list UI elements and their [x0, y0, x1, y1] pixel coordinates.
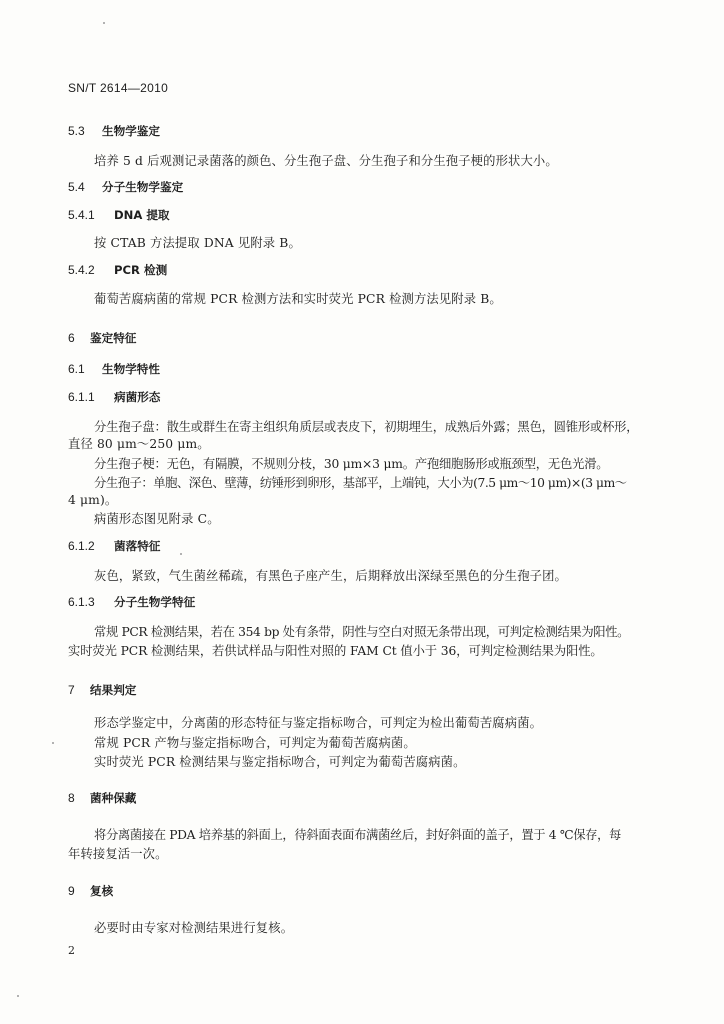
section-title: 菌落特征: [114, 539, 161, 553]
scan-speck: [180, 553, 182, 555]
section-number: 9: [68, 884, 75, 898]
section-title: 分子生物学特征: [114, 595, 196, 609]
section-6-1-3-heading: [68, 594, 195, 610]
section-number: 7: [68, 683, 75, 697]
paragraph: 实时荧光 PCR 检测结果，若供试样品与阳性对照的 FAM Ct 值小于 36，可判定检测结果为阳性。: [68, 644, 603, 658]
section-number: 6.1.3: [68, 595, 95, 609]
section-5-4-heading: [68, 179, 183, 195]
section-6-heading: [68, 330, 136, 346]
paragraph: 培养 5 d 后观测记录菌落的颜色、分生孢子盘、分生孢子和分生孢子梗的形状大小。: [94, 154, 558, 168]
section-title: 病菌形态: [114, 390, 161, 404]
section-title: 分子生物学鉴定: [102, 180, 184, 194]
section-title: 生物学鉴定: [102, 124, 160, 138]
paragraph-continuation: 年转接复活一次。: [68, 847, 168, 861]
section-6-1-1-heading: [68, 389, 160, 405]
section-number: 6.1.2: [68, 539, 95, 553]
scan-speck: [52, 742, 54, 744]
paragraph: 实时荧光 PCR 检测结果与鉴定指标吻合，可判定为葡萄苦腐病菌。: [94, 755, 466, 769]
section-title: 结果判定: [90, 683, 137, 697]
paragraph-continuation: 4 μm)。: [68, 493, 118, 507]
section-6-1-heading: [68, 361, 160, 377]
paragraph: 必要时由专家对检测结果进行复核。: [94, 921, 294, 935]
paragraph: 按 CTAB 方法提取 DNA 见附录 B。: [94, 236, 301, 250]
scan-speck: [17, 995, 19, 997]
standard-number: SN/T 2614—2010: [68, 81, 169, 95]
section-number: 5.4: [68, 180, 85, 194]
section-5-4-2-heading: [68, 262, 167, 278]
section-number: 6.1: [68, 362, 85, 376]
section-number: 5.4.2: [68, 263, 95, 277]
paragraph: 灰色，紧致，气生菌丝稀疏，有黑色子座产生，后期释放出深绿至黑色的分生孢子团。: [94, 569, 567, 583]
paragraph: 形态学鉴定中，分离菌的形态特征与鉴定指标吻合，可判定为检出葡萄苦腐病菌。: [94, 716, 543, 730]
section-title: DNA 提取: [114, 208, 170, 222]
paragraph: 分生孢子盘：散生或群生在寄主组织角质层或表皮下，初期埋生，成熟后外露；黑色，圆锥形或杯形，: [94, 420, 639, 434]
section-8-heading: [68, 790, 136, 806]
section-number: 8: [68, 791, 75, 805]
section-number: 5.3: [68, 124, 85, 138]
section-title: 鉴定特征: [90, 331, 137, 345]
paragraph: 将分离菌接在 PDA 培养基的斜面上，待斜面表面布满菌丝后，封好斜面的盖子，置于 4 ℃保存，每: [94, 828, 622, 842]
paragraph: 病菌形态图见附录 C。: [94, 512, 220, 526]
page-number: 2: [68, 944, 75, 957]
section-6-1-2-heading: [68, 538, 160, 554]
section-number: 6.1.1: [68, 390, 95, 404]
paragraph-continuation: 直径 80 μm～250 μm。: [68, 437, 210, 451]
section-title: 菌种保藏: [90, 791, 137, 805]
section-number: 5.4.1: [68, 208, 95, 222]
paragraph: 葡萄苦腐病菌的常规 PCR 检测方法和实时荧光 PCR 检测方法见附录 B。: [94, 292, 502, 306]
paragraph: 分生孢子梗：无色，有隔膜，不规则分枝，30 μm×3 μm。产孢细胞肠形或瓶颈型，无色光滑。: [94, 457, 609, 471]
section-7-heading: [68, 682, 136, 698]
paragraph: 常规 PCR 检测结果，若在 354 bp 处有条带，阴性与空白对照无条带出现，可判定检测结果为阳性。: [94, 625, 630, 639]
section-title: 复核: [90, 884, 114, 898]
scan-speck: [103, 22, 105, 24]
section-5-3-heading: [68, 123, 160, 139]
section-5-4-1-heading: [68, 207, 170, 223]
paragraph: 常规 PCR 产物与鉴定指标吻合，可判定为葡萄苦腐病菌。: [94, 736, 416, 750]
section-9-heading: [68, 883, 113, 899]
section-title: PCR 检测: [114, 263, 168, 277]
section-title: 生物学特性: [102, 362, 160, 376]
paragraph: 分生孢子：单胞、深色、壁薄，纺锤形到卵形，基部平，上端钝，大小为(7.5 μm～10 μm)×(3 μm～: [94, 476, 627, 490]
section-number: 6: [68, 331, 75, 345]
